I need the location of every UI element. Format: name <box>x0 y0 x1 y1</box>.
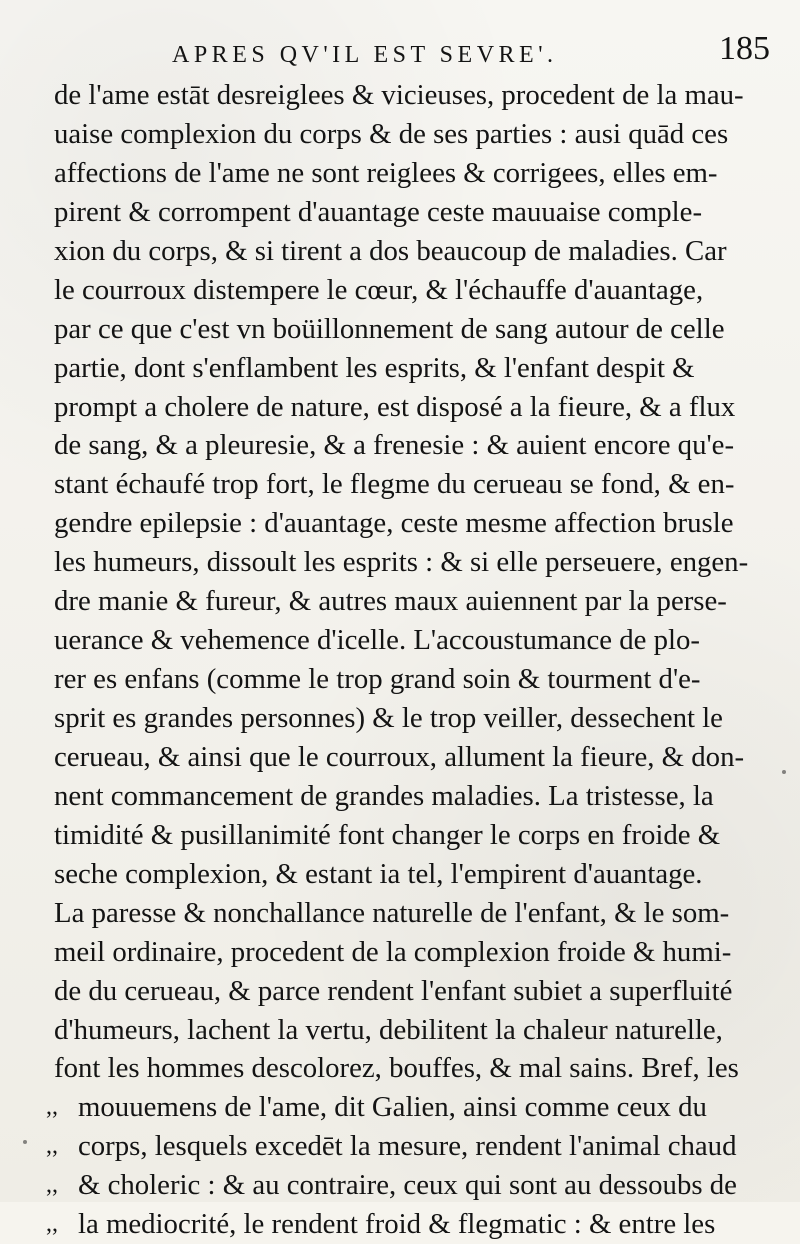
text-line: par ce que c'est vn boüillonnement de sang autour de celle <box>54 312 725 345</box>
text-line: seche complexion, & estant ia tel, l'empirent d'auantage. <box>54 857 703 890</box>
text-line: sprit es grandes personnes) & le trop veiller, dessechent le <box>54 702 723 734</box>
quoted-line-text: corps, lesquels excedēt la mesure, rendent l'animal chaud <box>78 1130 737 1163</box>
text-line: partie, dont s'enflambent les esprits, & l'enfant despit & <box>54 351 695 384</box>
quotation-mark: ,, <box>46 1094 58 1121</box>
text-line: La paresse & nonchallance naturelle de l'enfant, & le som- <box>54 896 730 929</box>
text-line: de du cerueau, & parce rendent l'enfant subiet a superfluité <box>54 974 733 1007</box>
quotation-mark: ,, <box>46 1133 58 1160</box>
text-line: font les hommes descolorez, bouffes, & mal sains. Bref, les <box>54 1052 739 1085</box>
text-line: le courroux distempere le cœur, & l'échauffe d'auantage, <box>54 273 704 306</box>
page-header <box>0 24 800 74</box>
page-number: 185 <box>719 30 770 67</box>
text-line: prompt a cholere de nature, est disposé a la fieure, & a flux <box>54 390 736 423</box>
ink-speck <box>23 1140 27 1144</box>
quoted-line-text: mouuemens de l'ame, dit Galien, ainsi comme ceux du <box>78 1091 707 1124</box>
text-line: uerance & vehemence d'icelle. L'accoustumance de plo- <box>54 624 700 657</box>
text-line: gendre epilepsie : d'auantage, ceste mesme affection brusle <box>54 507 734 540</box>
quoted-text-line <box>46 1088 770 1127</box>
quoted-line-text: la mediocrité, le rendent froid & flegmatic : & entre les <box>78 1208 716 1241</box>
text-line: meil ordinaire, procedent de la complexion froide & humi- <box>54 935 732 968</box>
quoted-line-text: & choleric : & au contraire, ceux qui sont au dessoubs de <box>78 1169 737 1202</box>
quotation-mark: ,, <box>46 1172 58 1199</box>
text-line: uaise complexion du corps & de ses parties : ausi quād ces <box>54 117 729 150</box>
text-line: de sang, & a pleuresie, & a frenesie : & auient encore qu'e- <box>54 429 735 462</box>
quoted-text-line <box>46 1166 770 1205</box>
quoted-text-line <box>46 1205 770 1244</box>
text-line: rer es enfans (comme le trop grand soin & tourment d'e- <box>54 663 701 696</box>
main-text-block <box>46 76 770 1244</box>
text-line: d'humeurs, lachent la vertu, debilitent la chaleur naturelle, <box>54 1013 723 1046</box>
text-line: xion du corps, & si tirent a dos beaucoup de maladies. Car <box>54 234 727 267</box>
text-line: affections de l'ame ne sont reiglees & corrigees, elles em- <box>54 156 718 189</box>
text-line: pirent & corrompent d'auantage ceste mauuaise comple- <box>54 195 703 228</box>
text-line: stant échaufé trop fort, le flegme du cerueau se fond, & en- <box>54 468 735 501</box>
text-line: les humeurs, dissoult les esprits : & si elle perseuere, engen- <box>54 546 749 579</box>
text-line: nent commancement de grandes maladies. La tristesse, la <box>54 779 714 812</box>
running-head: APRES QV'IL EST SEVRE'. <box>172 42 558 68</box>
text-line: dre manie & fureur, & autres maux auiennent par la perse- <box>54 585 727 618</box>
text-line: de l'ame estāt desreiglees & vicieuses, procedent de la mau- <box>54 79 744 111</box>
quotation-mark: ,, <box>46 1211 58 1238</box>
text-line: timidité & pusillanimité font changer le corps en froide & <box>54 818 721 851</box>
text-line: cerueau, & ainsi que le courroux, allument la fieure, & don- <box>54 740 745 773</box>
quoted-text-line <box>46 1127 770 1166</box>
ink-speck <box>782 770 786 774</box>
